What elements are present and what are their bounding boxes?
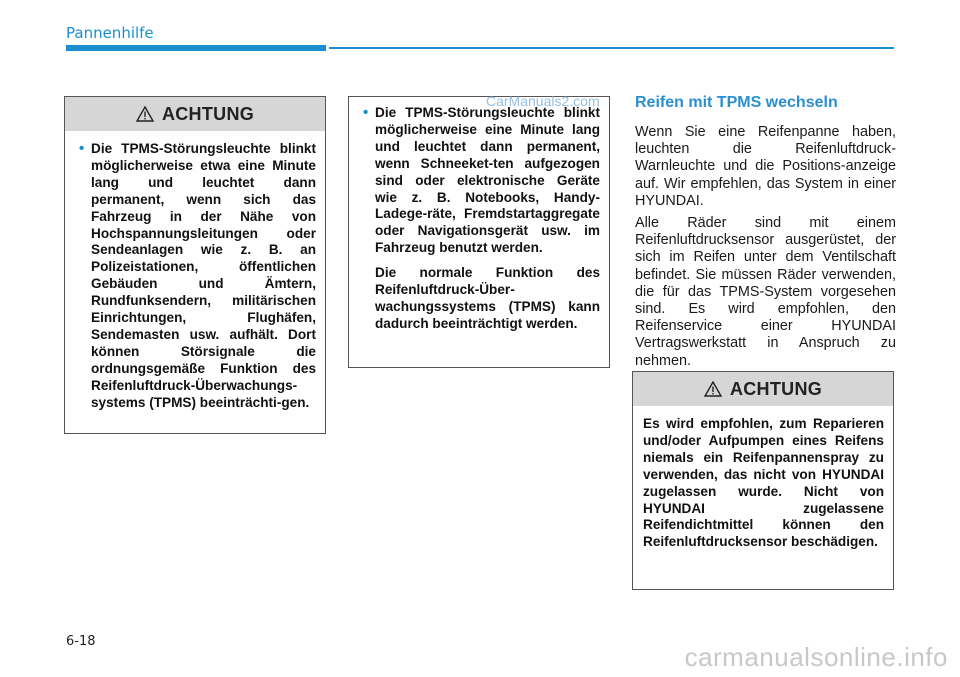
watermark-text: CarManuals2.com	[486, 93, 600, 109]
section-body	[635, 124, 896, 375]
caution-box-body	[633, 406, 893, 567]
caution-bullet-text: • Die TPMS-Störungsleuchte blinkt möglicherweise eine Minute lang und leuchtet dann permanent, wenn Schneeket-ten aufgezogen sind oder elektronische Geräte wie z. B. Notebooks, Handy-Ladege-räte, Fremdstartaggregate oder Navigationsgerät usw. im Fahrzeug benutzt werden.	[365, 105, 600, 257]
caution-box-heading	[633, 372, 893, 406]
caution-box-heading	[65, 97, 325, 131]
caution-text: Es wird empfohlen, zum Reparieren und/oder Aufpumpen eines Reifens niemals ein Reifenpannenspray zu verwenden, das nicht von HYUNDAI zugelassen wurde. Nicht von HYUNDAI zugelassene Reifendichtmittel können den Reifenluftdrucksensor beschädigen.	[643, 416, 884, 550]
section-paragraph: Wenn Sie eine Reifenpanne haben, leuchten die Reifenluftdruck-Warnleuchte und die Positions-anzeige auf. Wir empfehlen, das System in einer HYUNDAI.	[635, 124, 896, 209]
caution-heading-text: ACHTUNG	[729, 378, 823, 399]
warning-triangle-icon	[136, 106, 154, 122]
section-title: Reifen mit TPMS wechseln	[635, 94, 838, 111]
caution-box-right	[632, 371, 894, 590]
footer-watermark: carmanualsonline.info	[684, 642, 948, 672]
caution-box-left	[64, 96, 326, 434]
page-number: 6-18	[66, 634, 96, 649]
section-paragraph: Alle Räder sind mit einem Reifenluftdrucksensor ausgerüstet, der sich im Reifen unter dem Ventilschaft befindet. Sie müssen Räder verwenden, die für das TPMS-System vorgesehen sind. Es wird empfohlen, den Reifenservice einer HYUNDAI Vertragswerkstatt in Anspruch zu nehmen.	[635, 215, 896, 369]
caution-box-body	[349, 97, 609, 349]
caution-heading-text: ACHTUNG	[161, 103, 255, 124]
caution-box-body	[65, 131, 325, 428]
caution-bullet-text: • Die TPMS-Störungsleuchte blinkt möglicherweise etwa eine Minute lang und leuchtet dann permanent, wenn sich das Fahrzeug in der Nähe von Hochspannungsleitungen oder Sendeanlagen wie z. B. an Polizeistationen, öffentlichen Gebäuden und Ämtern, Rundfunksendern, militärischen Einrichtungen, Flughäfen, Sendemasten usw. aufhält. Dort können Störsignale die ordnungsgemäße Funktion des Reifenluftdruck-Überwachungs-systems (TPMS) beeinträchti-gen.	[81, 141, 316, 412]
header-rule-thin	[329, 47, 894, 49]
warning-triangle-icon	[704, 381, 722, 397]
section-header-title: Pannenhilfe	[66, 24, 154, 42]
caution-box-middle	[348, 96, 610, 368]
header-rule-thick	[66, 45, 326, 51]
caution-paragraph-text: Die normale Funktion des Reifenluftdruck-Über-wachungssystems (TPMS) kann dadurch beeinträchtigt werden.	[375, 265, 600, 331]
